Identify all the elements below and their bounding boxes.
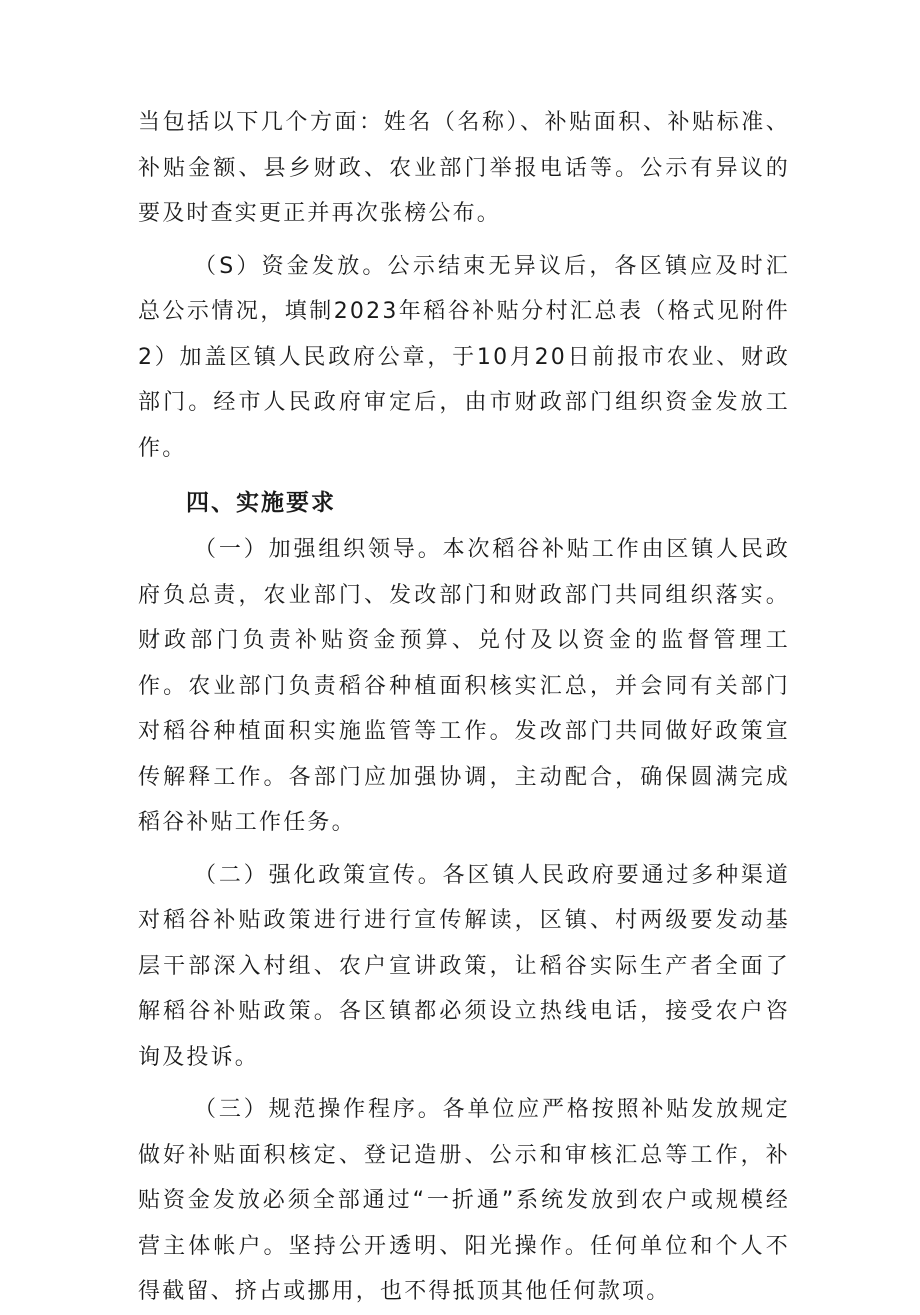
document-page — [138, 100, 790, 1315]
paragraph-organizational-leadership: （一）加强组织领导。本次稻谷补贴工作由区镇人民政府负总责，农业部门、发改部门和财政部门共同组织落实。财政部门负责补贴资金预算、兑付及以资金的监督管理工作。农业部门负责稻谷种植面积核实汇总，并会同有关部门对稻谷种植面积实施监管等工作。发改部门共同做好政策宣传解释工作。各部门应加强协调，主动配合，确保圆满完成稻谷补贴工作任务。 — [138, 537, 790, 835]
paragraph-operating-procedure: （三）规范操作程序。各单位应严格按照补贴发放规定做好补贴面积核定、登记造册、公示和审核汇总等工作，补贴资金发放必须全部通过“一折通”系统发放到农户或规模经营主体帐户。坚持公开透明、阳光操作。任何单位和个人不得截留、挤占或挪用，也不得抵顶其他任何款项。 — [138, 1097, 790, 1304]
paragraph-funds-distribution: （S）资金发放。公示结束无异议后，各区镇应及时汇总公示情况，填制2023年稻谷补贴分村汇总表（格式见附件2）加盖区镇人民政府公章，于10月20日前报市农业、财政部门。经市人民政府审定后，由市财政部门组织资金发放工作。 — [138, 253, 790, 461]
paragraph-announcement-continuation: 当包括以下几个方面：姓名（名称）、补贴面积、补贴标准、补贴金额、县乡财政、农业部门举报电话等。公示有异议的要及时查实更正并再次张榜公布。 — [138, 110, 790, 226]
section-heading-implementation-requirements: 四、实施要求 — [186, 490, 336, 516]
paragraph-policy-publicity: （二）强化政策宣传。各区镇人民政府要通过多种渠道对稻谷补贴政策进行进行宣传解读，区镇、村两级要发动基层干部深入村组、农户宣讲政策，让稻谷实际生产者全面了解稻谷补贴政策。各区镇都必须设立热线电话，接受农户咨询及投诉。 — [138, 862, 790, 1070]
